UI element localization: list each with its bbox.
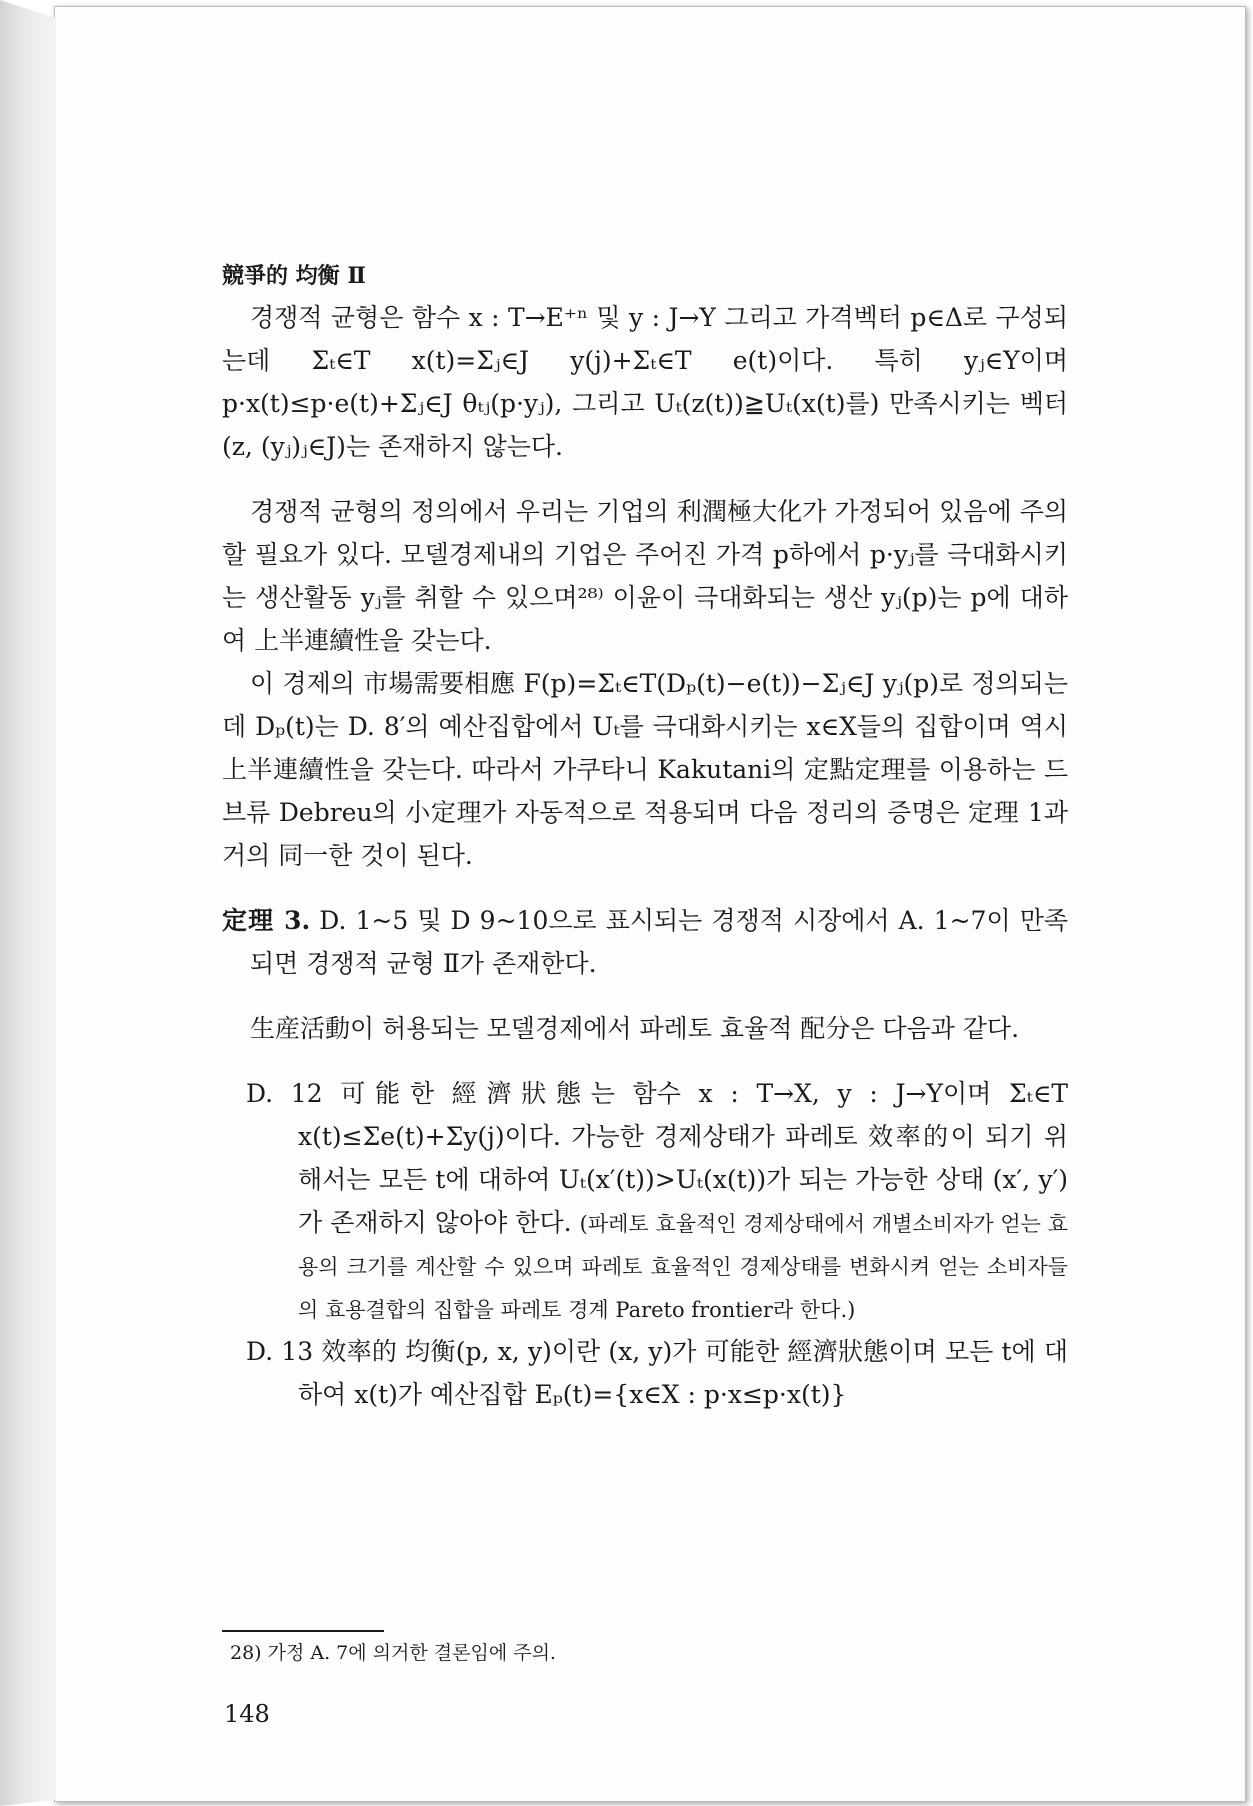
- paragraph-competitive-equilibrium-definition: 경쟁적 균형은 함수 x : T→E⁺ⁿ 및 y : J→Y 그리고 가격벡터 p∈Δ로 구성되는데 Σₜ∈T x(t)=Σⱼ∈J y(j)+Σₜ∈T e(t)이다. 특히 yⱼ∈Y이며 p·x(t)≤p·e(t)+Σⱼ∈J θₜⱼ(p·yⱼ), 그리고 Uₜ(z(t))≧Uₜ(x(t)를) 만족시키는 벡터 (z, (yⱼ)ⱼ∈J)는 존재하지 않는다.: [222, 303, 1068, 461]
- definition-d12-text: 可能한 經濟狀態는 함수 x : T→X, y : J→Y이며 Σₜ∈T x(t)≤Σe(t)+Σy(j)이다. 가능한 경제상태가 파레토 效率的이 되기 위해서는 모든 t에 대하여 Uₜ(x′(t))>Uₜ(x(t))가 되는 가능한 상태 (x′, y′)가 존재하지 않아야 한다.: [298, 1079, 1068, 1237]
- paragraph-market-demand-correspondence: 이 경제의 市場需要相應 F(p)=Σₜ∈T(Dₚ(t)−e(t))−Σⱼ∈J yⱼ(p)로 정의되는데 Dₚ(t)는 D. 8′의 예산집합에서 Uₜ를 극대화시키는 x∈X들의 집합이며 역시 上半連續性을 갖는다. 따라서 가쿠타니 Kakutani의 定點定理를 이용하는 드브류 Debreu의 小定理가 자동적으로 적용되며 다음 정리의 증명은 定理 1과 거의 同一한 것이 된다.: [222, 669, 1068, 870]
- definition-d12-label: D. 12: [246, 1079, 323, 1108]
- footnote-divider: [222, 1630, 384, 1632]
- theorem-3-text: D. 1~5 및 D 9~10으로 표시되는 경쟁적 시장에서 A. 1~7이 만족되면 경쟁적 균형 Ⅱ가 존재한다.: [250, 906, 1068, 978]
- definition-d13-label: D. 13: [246, 1337, 314, 1366]
- definition-d13: [246, 1330, 1068, 1416]
- definition-d12: [246, 1072, 1068, 1330]
- page-number: 148: [224, 1700, 270, 1728]
- section-title: 競爭的 均衡 Ⅱ: [222, 263, 366, 289]
- footnote-28: 28) 가정 A. 7에 의거한 결론임에 주의.: [230, 1642, 556, 1664]
- definition-d12-note: (파레토 효율적인 경제상태에서 개별소비자가 얻는 효용의 크기를 계산할 수 있으며 파레토 효율적인 경제상태를 변화시켜 얻는 소비자들의 효용결합의 집합을 파레토 경계 Pareto frontier라 한다.): [298, 1212, 1068, 1322]
- paragraph-profit-maximization: 경쟁적 균형의 정의에서 우리는 기업의 利潤極大化가 가정되어 있음에 주의할 필요가 있다. 모델경제내의 기업은 주어진 가격 p하에서 p·yⱼ를 극대화시키는 생산활동 yⱼ를 취할 수 있으며²⁸⁾ 이윤이 극대화되는 생산 yⱼ(p)는 p에 대하여 上半連續性을 갖는다.: [222, 497, 1068, 655]
- theorem-3-label: 定理 3.: [222, 906, 311, 935]
- page-body: [222, 258, 1068, 1416]
- definition-d13-text: 效率的 均衡(p, x, y)이란 (x, y)가 可能한 經濟狀態이며 모든 t에 대하여 x(t)가 예산집합 Eₚ(t)={x∈X : p·x≤p·x(t)}: [298, 1337, 1069, 1409]
- book-spine-edge: [0, 0, 56, 1806]
- theorem-3: [222, 899, 1068, 985]
- paragraph-pareto-efficient-allocation: 生産活動이 허용되는 모델경제에서 파레토 효율적 配分은 다음과 같다.: [250, 1014, 1020, 1043]
